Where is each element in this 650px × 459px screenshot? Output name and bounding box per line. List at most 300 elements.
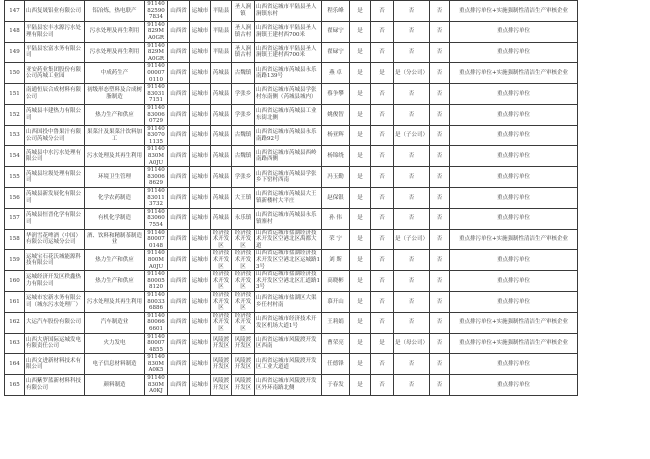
cell-a: 是 xyxy=(350,104,371,125)
cell-province: 山西省 xyxy=(168,104,190,125)
cell-c: 否 xyxy=(394,1,430,22)
table-row xyxy=(5,21,578,42)
cell-contact: 蔡争攀 xyxy=(322,84,350,105)
cell-a: 是 xyxy=(350,312,371,333)
cell-company: 华润雪花啤酒（中国）有限公司运城分公司 xyxy=(25,229,85,250)
cell-a: 是 xyxy=(350,21,371,42)
cell-d: 否 xyxy=(430,63,450,84)
cell-county: 芮城县 xyxy=(211,84,232,105)
cell-company: 平陆县宏丰水源污水处理有限公司 xyxy=(25,21,85,42)
cell-industry: 污水处理及其再生利用 xyxy=(85,291,145,312)
cell-town: 大王镇 xyxy=(232,188,255,209)
cell-c: 否 xyxy=(394,271,430,292)
cell-d: 否 xyxy=(430,146,450,167)
cell-contact: 翟碌宁 xyxy=(322,42,350,63)
cell-city: 运城市 xyxy=(190,271,211,292)
cell-b: 否 xyxy=(371,229,394,250)
cell-code: 91140829MA0GR xyxy=(145,42,168,63)
cell-d: 否 xyxy=(430,354,450,375)
table-row xyxy=(5,1,578,22)
cell-remark: 重点排污单位 xyxy=(450,167,578,188)
cell-code: 91140830MA0KJ xyxy=(145,375,168,396)
cell-d: 否 xyxy=(430,84,450,105)
cell-company: 芮城县垃圾处理有限公司 xyxy=(25,167,85,188)
cell-county: 平陆县 xyxy=(211,1,232,22)
cell-d: 否 xyxy=(430,104,450,125)
cell-province: 山西省 xyxy=(168,188,190,209)
cell-code: 91140800336886 xyxy=(145,291,168,312)
cell-company: 运城经济开发区秩鑫热力有限公司 xyxy=(25,271,85,292)
cell-remark: 重点排污单位 xyxy=(450,208,578,229)
pollutant-unit-table-sheet xyxy=(4,0,577,451)
cell-city: 运城市 xyxy=(190,146,211,167)
cell-address: 山西省运城市芮城县学张乡下窑村西南 xyxy=(255,167,322,188)
cell-address: 山西省运城市芮城县永乐镇寨村 xyxy=(255,208,322,229)
table-row xyxy=(5,63,578,84)
cell-contact: 程乐峰 xyxy=(322,1,350,22)
cell-province: 山西省 xyxy=(168,21,190,42)
cell-industry: 初级形态塑料及合成树脂制造 xyxy=(85,84,145,105)
cell-d: 否 xyxy=(430,250,450,271)
cell-c: 否 xyxy=(394,167,430,188)
cell-town: 经济技术开发区 xyxy=(232,312,255,333)
cell-city: 运城市 xyxy=(190,333,211,354)
cell-town: 经济技术开发区 xyxy=(232,291,255,312)
cell-remark: 重点排污单位+实施强制性清洁生产审核企业 xyxy=(450,229,578,250)
cell-code: 91140830113732 xyxy=(145,188,168,209)
cell-address: 山西省运城市盐湖经济技术开发区空港北区汇道路13号 xyxy=(256,271,321,291)
cell-b: 否 xyxy=(371,125,394,146)
cell-county: 平陆县 xyxy=(211,21,232,42)
cell-county: 芮城县 xyxy=(211,63,232,84)
cell-code: 91140825907834 xyxy=(145,1,168,22)
cell-no: 160 xyxy=(5,271,25,292)
cell-address: 山西省运城市风陵渡开发区外环南路北侧 xyxy=(255,375,322,396)
cell-county: 平陆县 xyxy=(211,42,232,63)
cell-c: 否 xyxy=(394,354,430,375)
cell-no: 154 xyxy=(5,146,25,167)
cell-contact: 刘 斯 xyxy=(322,250,350,271)
cell-company: 亚安药业集团股份有限公司芮城工业园 xyxy=(25,63,85,84)
cell-city: 运城市 xyxy=(190,375,211,396)
cell-city: 运城市 xyxy=(190,104,211,125)
cell-industry: 污水处理及其再生利用 xyxy=(85,146,145,167)
cell-remark: 重点排污单位+实施强制性清洁生产审核企业 xyxy=(450,312,578,333)
cell-code: 91140830MA0K5 xyxy=(145,354,168,375)
cell-remark: 重点排污单位 xyxy=(450,271,578,292)
cell-c: 否 xyxy=(394,208,430,229)
cell-city: 运城市 xyxy=(190,208,211,229)
cell-province: 山西省 xyxy=(168,42,190,63)
cell-contact: 赵保银 xyxy=(322,188,350,209)
cell-contact: 慕开山 xyxy=(322,291,350,312)
cell-no: 162 xyxy=(5,312,25,333)
cell-province: 山西省 xyxy=(168,84,190,105)
table-row xyxy=(5,208,578,229)
cell-industry: 热力生产和供应 xyxy=(85,104,145,125)
cell-county: 经济技术开发区 xyxy=(211,250,232,271)
cell-no: 149 xyxy=(5,42,25,63)
cell-city: 运城市 xyxy=(190,291,211,312)
cell-city: 运城市 xyxy=(190,229,211,250)
cell-address: 山西省运城市芮城县工业东街北侧 xyxy=(255,104,322,125)
cell-c: 否 xyxy=(394,375,430,396)
table-row xyxy=(5,188,578,209)
cell-a: 是 xyxy=(350,188,371,209)
cell-no: 152 xyxy=(5,104,25,125)
table-body xyxy=(5,1,578,396)
cell-c: 是（分公司） xyxy=(394,63,430,84)
cell-no: 159 xyxy=(5,250,25,271)
cell-code: 91140829MA0GR xyxy=(145,21,168,42)
cell-company: 南通恒辰合成材料有限公司 xyxy=(25,84,85,105)
cell-province: 山西省 xyxy=(168,271,190,292)
cell-industry: 果菜汁及果菜汁饮料加工 xyxy=(85,125,145,146)
cell-d: 否 xyxy=(430,312,450,333)
cell-d: 否 xyxy=(430,125,450,146)
cell-code: 91140830607554 xyxy=(145,208,168,229)
cell-town: 经济技术开发区 xyxy=(232,229,255,250)
cell-contact: 杨亚辉 xyxy=(322,125,350,146)
cell-industry: 中成药生产 xyxy=(85,63,145,84)
cell-city: 运城市 xyxy=(190,312,211,333)
cell-contact: 王莉娟 xyxy=(322,312,350,333)
table-row xyxy=(5,271,578,292)
cell-province: 山西省 xyxy=(168,167,190,188)
cell-company: 山西紫罗蓝新材料科技有限公司 xyxy=(25,375,85,396)
cell-c: 否 xyxy=(394,146,430,167)
cell-a: 是 xyxy=(350,1,371,22)
cell-address: 山西省运城市盐湖经济技术开发区空港北区运城路13号 xyxy=(256,250,321,270)
cell-city: 运城市 xyxy=(190,167,211,188)
cell-city: 运城市 xyxy=(190,63,211,84)
cell-code: 91140800666601 xyxy=(145,312,168,333)
cell-address: 山西省运城市芮城县永乐南路139号 xyxy=(255,63,322,84)
cell-industry: 污水处理及再生利用 xyxy=(85,42,145,63)
cell-c: 否 xyxy=(394,188,430,209)
cell-no: 157 xyxy=(5,208,25,229)
cell-d: 否 xyxy=(430,1,450,22)
cell-company: 芮城县丰建热力有限公司 xyxy=(25,104,85,125)
cell-c: 否 xyxy=(394,291,430,312)
table-row xyxy=(5,146,578,167)
cell-city: 运城市 xyxy=(190,354,211,375)
cell-address: 山西省运城市平陆县圣人涧镇王建村西700米 xyxy=(255,21,322,42)
cell-contact: 荣 宁 xyxy=(322,229,350,250)
cell-province: 山西省 xyxy=(168,250,190,271)
cell-code: 91140800MA0JU xyxy=(145,250,168,271)
cell-county: 风陵渡开发区 xyxy=(211,375,232,396)
cell-no: 148 xyxy=(5,21,25,42)
cell-remark: 重点排污单位 xyxy=(450,104,578,125)
cell-city: 运城市 xyxy=(190,21,211,42)
cell-code: 91140800058120 xyxy=(145,271,168,292)
cell-city: 运城市 xyxy=(190,188,211,209)
cell-a: 是 xyxy=(350,167,371,188)
cell-town: 风陵渡开发区 xyxy=(232,333,255,354)
cell-remark: 重点排污单位 xyxy=(450,21,578,42)
cell-industry: 火力发电 xyxy=(85,333,145,354)
cell-remark: 重点排污单位 xyxy=(450,125,578,146)
cell-contact: 姚俊智 xyxy=(322,104,350,125)
cell-contact: 冯玉勤 xyxy=(322,167,350,188)
cell-b: 否 xyxy=(371,146,394,167)
table-row xyxy=(5,42,578,63)
cell-no: 165 xyxy=(5,375,25,396)
cell-b: 否 xyxy=(371,250,394,271)
cell-no: 153 xyxy=(5,125,25,146)
cell-code: 91140830068629 xyxy=(145,167,168,188)
cell-province: 山西省 xyxy=(168,291,190,312)
cell-province: 山西省 xyxy=(168,125,190,146)
cell-a: 是 xyxy=(350,375,371,396)
cell-company: 山西国投中鲁果汁有限公司芮城分公司 xyxy=(25,125,85,146)
cell-a: 是 xyxy=(350,354,371,375)
cell-company: 芮城县中水污水处理有限公司 xyxy=(25,146,85,167)
cell-county: 芮城县 xyxy=(211,167,232,188)
cell-address: 山西省运城市芮城县学张村东南侧（芮城县城内） xyxy=(255,84,322,105)
cell-company: 运城市宏新水务有限公司（城东污水处理厂） xyxy=(25,291,85,312)
cell-code: 91140830MA0JU xyxy=(145,146,168,167)
cell-d: 否 xyxy=(430,188,450,209)
cell-county: 经济技术开发区 xyxy=(211,229,232,250)
cell-county: 芮城县 xyxy=(211,188,232,209)
cell-town: 学张乡 xyxy=(232,104,255,125)
cell-industry: 环境卫生管理 xyxy=(85,167,145,188)
cell-b: 否 xyxy=(371,208,394,229)
cell-remark: 重点排污单位 xyxy=(450,291,578,312)
cell-remark: 重点排污单位 xyxy=(450,146,578,167)
cell-industry: 汽车制造业 xyxy=(85,312,145,333)
cell-no: 164 xyxy=(5,354,25,375)
cell-contact: 孙 伟 xyxy=(322,208,350,229)
cell-code: 91140000070110 xyxy=(145,63,168,84)
cell-remark: 重点排污单位+实施强制性清洁生产审核企业 xyxy=(450,63,578,84)
cell-city: 运城市 xyxy=(190,84,211,105)
cell-town: 古魏镇 xyxy=(232,63,255,84)
cell-town: 学张乡 xyxy=(232,167,255,188)
cell-code: 91140830060729 xyxy=(145,104,168,125)
cell-address: 山西省运城市经济技术开发区机场大道1号 xyxy=(255,312,322,333)
cell-c: 否 xyxy=(394,84,430,105)
cell-industry: 有机化学制造 xyxy=(85,208,145,229)
cell-no: 161 xyxy=(5,291,25,312)
cell-code: 91140830701135 xyxy=(145,125,168,146)
cell-d: 否 xyxy=(430,42,450,63)
cell-a: 是 xyxy=(350,146,371,167)
cell-remark: 重点排污单位+实施强制性清洁生产审核企业 xyxy=(450,333,578,354)
cell-industry: 酒、饮料和精制茶制造业 xyxy=(85,229,145,250)
cell-address: 山西省运城市芮城县永乐南路92号 xyxy=(255,125,322,146)
cell-address: 山西省运城市盐湖经济技术开发区空港北区禹都大道 xyxy=(255,229,322,250)
cell-c: 否 xyxy=(394,250,430,271)
cell-a: 是 xyxy=(350,208,371,229)
cell-d: 否 xyxy=(430,271,450,292)
cell-county: 经济技术开发区 xyxy=(211,271,232,292)
cell-a: 是 xyxy=(350,125,371,146)
cell-a: 是 xyxy=(350,271,371,292)
cell-company: 平陆县宏富水务有限公司 xyxy=(25,42,85,63)
cell-no: 151 xyxy=(5,84,25,105)
cell-contact: 于春发 xyxy=(322,375,350,396)
cell-contact: 高晓彬 xyxy=(322,271,350,292)
cell-address: 山西省运城市芮城县大王镇新楼村大平庄 xyxy=(255,188,322,209)
cell-province: 山西省 xyxy=(168,229,190,250)
cell-company: 运城宝石花沃城能源科技有限公司 xyxy=(25,250,85,271)
cell-c: 否 xyxy=(394,312,430,333)
cell-no: 147 xyxy=(5,1,25,22)
cell-industry: 污水处理及再生利用 xyxy=(85,21,145,42)
cell-b: 否 xyxy=(371,1,394,22)
cell-a: 是 xyxy=(350,84,371,105)
cell-remark: 重点排污单位 xyxy=(450,354,578,375)
cell-industry: 颜料制造 xyxy=(85,375,145,396)
table-row xyxy=(5,167,578,188)
cell-company: 山西复晟铝业有限公司 xyxy=(25,1,85,22)
cell-province: 山西省 xyxy=(168,375,190,396)
cell-code: 91140800074855 xyxy=(145,333,168,354)
cell-d: 否 xyxy=(430,375,450,396)
cell-city: 运城市 xyxy=(190,250,211,271)
cell-town: 古魏镇 xyxy=(232,146,255,167)
cell-remark: 重点排污单位 xyxy=(450,84,578,105)
cell-b: 否 xyxy=(371,271,394,292)
cell-address: 山西省运城市风陵渡开发区西南 xyxy=(255,333,322,354)
cell-province: 山西省 xyxy=(168,63,190,84)
cell-industry: 热力生产和供应 xyxy=(85,271,145,292)
cell-town: 永乐镇 xyxy=(232,208,255,229)
pollutant-unit-table xyxy=(4,0,578,396)
cell-address: 山西省运城市芮城县西岭南路西侧 xyxy=(255,146,322,167)
cell-b: 否 xyxy=(371,188,394,209)
cell-address: 山西省运城市平陆县圣人涧镇东村 xyxy=(255,1,322,22)
cell-remark: 重点排污单位+实施强制性清洁生产审核企业 xyxy=(450,1,578,22)
cell-city: 运城市 xyxy=(190,42,211,63)
cell-province: 山西省 xyxy=(168,146,190,167)
cell-no: 158 xyxy=(5,229,25,250)
cell-b: 是 xyxy=(371,333,394,354)
cell-contact: 燕 卓 xyxy=(322,63,350,84)
cell-town: 圣人涧镇古村 xyxy=(232,21,255,42)
table-row xyxy=(5,291,578,312)
cell-b: 否 xyxy=(371,104,394,125)
cell-b: 否 xyxy=(371,291,394,312)
cell-no: 150 xyxy=(5,63,25,84)
cell-town: 经济技术开发区 xyxy=(232,250,255,271)
cell-industry: 化学农药制造 xyxy=(85,188,145,209)
cell-county: 芮城县 xyxy=(211,125,232,146)
cell-c: 是（母公司） xyxy=(394,333,430,354)
table-row xyxy=(5,312,578,333)
cell-province: 山西省 xyxy=(168,1,190,22)
cell-a: 是 xyxy=(350,229,371,250)
cell-contact: 任德锋 xyxy=(322,354,350,375)
table-row xyxy=(5,229,578,250)
cell-town: 经济技术开发区 xyxy=(232,271,255,292)
cell-province: 山西省 xyxy=(168,208,190,229)
cell-county: 芮城县 xyxy=(211,146,232,167)
cell-company: 山西文进新材料技术有限公司 xyxy=(25,354,85,375)
cell-province: 山西省 xyxy=(168,354,190,375)
cell-d: 否 xyxy=(430,333,450,354)
cell-city: 运城市 xyxy=(190,1,211,22)
cell-c: 是（子公司） xyxy=(394,125,430,146)
cell-a: 是 xyxy=(350,63,371,84)
cell-a: 是 xyxy=(350,333,371,354)
cell-town: 风陵渡开发区 xyxy=(232,354,255,375)
cell-contact: 翟碌宁 xyxy=(322,21,350,42)
cell-a: 是 xyxy=(350,42,371,63)
cell-b: 否 xyxy=(371,167,394,188)
cell-b: 否 xyxy=(371,84,394,105)
table-row xyxy=(5,333,578,354)
cell-d: 否 xyxy=(430,208,450,229)
cell-b: 否 xyxy=(371,375,394,396)
cell-remark: 重点排污单位 xyxy=(450,188,578,209)
cell-province: 山西省 xyxy=(168,333,190,354)
table-row xyxy=(5,250,578,271)
cell-b: 否 xyxy=(371,42,394,63)
cell-contact: 杨锦绕 xyxy=(322,146,350,167)
cell-no: 155 xyxy=(5,167,25,188)
table-row xyxy=(5,354,578,375)
cell-town: 风陵渡开发区 xyxy=(232,375,255,396)
cell-town: 圣人涧镇古村 xyxy=(232,42,255,63)
cell-province: 山西省 xyxy=(168,312,190,333)
cell-address: 山西省运城市盐湖区大渠乡任村村南 xyxy=(255,291,322,312)
cell-code: 91140800070148 xyxy=(145,229,168,250)
cell-d: 否 xyxy=(430,167,450,188)
cell-remark: 重点排污单位 xyxy=(450,250,578,271)
cell-company: 芮城县新发展化有限公司 xyxy=(25,188,85,209)
cell-industry: 热力生产和供应 xyxy=(85,250,145,271)
cell-county: 经济技术开发区 xyxy=(211,291,232,312)
cell-d: 否 xyxy=(430,291,450,312)
cell-d: 否 xyxy=(430,229,450,250)
cell-contact: 曹荣亮 xyxy=(322,333,350,354)
cell-a: 是 xyxy=(350,291,371,312)
cell-company: 大运汽车股份有限公司 xyxy=(25,312,85,333)
cell-c: 是（子公司） xyxy=(394,229,430,250)
cell-county: 风陵渡开发区 xyxy=(211,354,232,375)
table-row xyxy=(5,84,578,105)
cell-remark: 重点排污单位 xyxy=(450,375,578,396)
table-row xyxy=(5,125,578,146)
cell-company: 山西大唐国际运城发电有限责任公司 xyxy=(25,333,85,354)
cell-city: 运城市 xyxy=(190,125,211,146)
cell-address: 山西省运城市风陵渡开发区工业大道道 xyxy=(255,354,322,375)
cell-c: 否 xyxy=(394,21,430,42)
cell-town: 圣人涧镇 xyxy=(232,1,255,22)
cell-county: 芮城县 xyxy=(211,208,232,229)
cell-c: 否 xyxy=(394,104,430,125)
cell-county: 经济技术开发区 xyxy=(211,312,232,333)
cell-no: 156 xyxy=(5,188,25,209)
cell-c: 否 xyxy=(394,42,430,63)
cell-industry: 铝冶炼，热电联产 xyxy=(85,1,145,22)
cell-county: 芮城县 xyxy=(211,104,232,125)
cell-county: 风陵渡开发区 xyxy=(211,333,232,354)
cell-town: 学张乡 xyxy=(232,84,255,105)
table-row xyxy=(5,104,578,125)
cell-code: 91140830317151 xyxy=(145,84,168,105)
cell-no: 163 xyxy=(5,333,25,354)
cell-remark: 重点排污单位 xyxy=(450,42,578,63)
cell-b: 否 xyxy=(371,354,394,375)
cell-town: 古魏镇 xyxy=(232,125,255,146)
cell-address: 山西省运城市平陆县圣人涧镇王建村西700米 xyxy=(255,42,322,63)
cell-b: 否 xyxy=(371,21,394,42)
